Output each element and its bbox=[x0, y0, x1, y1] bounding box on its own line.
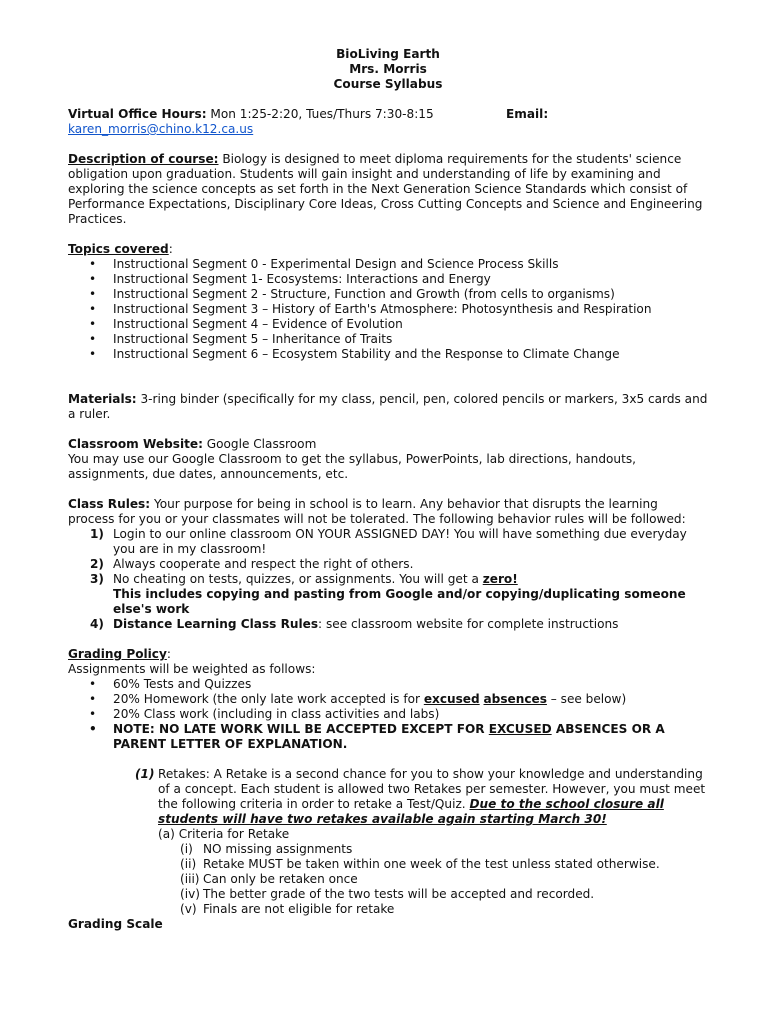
list-item: • Instructional Segment 4 – Evidence of Evolution bbox=[68, 317, 708, 332]
teacher-name: Mrs. Morris bbox=[349, 62, 427, 76]
list-item: • Instructional Segment 3 – History of Earth's Atmosphere: Photosynthesis and Respiration bbox=[68, 302, 708, 317]
list-item: • Instructional Segment 5 – Inheritance of Traits bbox=[68, 332, 708, 347]
course-title: BioLiving Earth bbox=[336, 47, 440, 61]
list-item: (iv) The better grade of the two tests will be accepted and recorded. bbox=[180, 887, 595, 901]
materials-text: 3-ring binder (specifically for my class, pencil, pen, colored pencils or markers, 3x5 cards and a ruler. bbox=[68, 392, 708, 421]
class-rules-intro: Class Rules: Your purpose for being in school is to learn. Any behavior that disrupts the learning process for you or your classmates will not be tolerated. The following behavior rules will be followed: bbox=[68, 497, 686, 526]
office-hours-label: Virtual Office Hours: bbox=[68, 107, 207, 121]
topics-heading: Topics covered: bbox=[68, 242, 173, 256]
list-item: • 20% Homework (the only late work accepted is for excused absences – see below) bbox=[68, 692, 708, 707]
website-description: You may use our Google Classroom to get the syllabus, PowerPoints, lab directions, handouts, assignments, due dates, announcements, etc. bbox=[68, 452, 636, 481]
classroom-website-line bbox=[68, 437, 708, 452]
list-item: 4) Distance Learning Class Rules: see classroom website for complete instructions bbox=[90, 617, 619, 631]
list-item: • Instructional Segment 0 - Experimental Design and Science Process Skills bbox=[68, 257, 708, 272]
materials-label: Materials: bbox=[68, 392, 137, 406]
syllabus-page bbox=[68, 47, 708, 932]
retake-emphasis: Due to the school closure all students will have two retakes available again starting March 30! bbox=[158, 797, 664, 826]
grading-scale-heading: Grading Scale bbox=[68, 917, 163, 931]
list-item: 2) Always cooperate and respect the right of others. bbox=[90, 557, 414, 571]
list-item: • NOTE: NO LATE WORK WILL BE ACCEPTED EXCEPT FOR EXCUSED ABSENCES OR A PARENT LETTER OF EXPLANATION. bbox=[68, 722, 708, 752]
list-item: • 60% Tests and Quizzes bbox=[68, 677, 708, 692]
grading-intro: Assignments will be weighted as follows: bbox=[68, 662, 316, 676]
topics-list bbox=[68, 257, 708, 362]
description-text: Biology is designed to meet diploma requirements for the students' science obligation upon graduation. Students will gain insight and understanding of life by examining and exploring the science concepts as set forth in the Next Generation Science Standards which consist of Performance Expectations, Disciplinary Core Ideas, Cross Cutting Concepts and Science and Engineering Practices. bbox=[68, 152, 703, 226]
email-label: Email: bbox=[506, 107, 549, 121]
list-item: 3) No cheating on tests, quizzes, or assignments. You will get a zero! This includes copying and pasting from Google and/or copying/duplicating someone else's work bbox=[90, 572, 686, 616]
document-type: Course Syllabus bbox=[333, 77, 443, 91]
criteria-label: (a) Criteria for Retake bbox=[158, 827, 290, 841]
list-item: (ii) Retake MUST be taken within one week of the test unless stated otherwise. bbox=[180, 857, 660, 871]
description-label: Description of course: bbox=[68, 152, 219, 166]
website-name: Google Classroom bbox=[202, 437, 317, 451]
list-item: • 20% Class work (including in class activities and labs) bbox=[68, 707, 708, 722]
list-item: • Instructional Segment 1- Ecosystems: Interactions and Energy bbox=[68, 272, 708, 287]
list-item: • Instructional Segment 6 – Ecosystem Stability and the Response to Climate Change bbox=[68, 347, 708, 362]
class-rules-list bbox=[68, 527, 708, 632]
grading-weights-list bbox=[68, 677, 708, 752]
list-item: • Instructional Segment 2 - Structure, Function and Growth (from cells to organisms) bbox=[68, 287, 708, 302]
materials-section bbox=[68, 392, 708, 422]
class-rules-label: Class Rules: bbox=[68, 497, 151, 511]
office-hours-line bbox=[68, 107, 708, 122]
website-label: Classroom Website: bbox=[68, 437, 203, 451]
course-description bbox=[68, 152, 708, 227]
office-hours-value: Mon 1:25-2:20, Tues/Thurs 7:30-8:15 bbox=[206, 107, 434, 121]
retakes-section: (1) Retakes: A Retake is a second chance for you to show your knowledge and understanding of a concept. Each student is allowed two Retakes per semester. However, you must meet the following criteria in order to retake a Test/Quiz. Due to the school closure all students will have two retakes available again starting March 30! bbox=[135, 767, 706, 826]
zero-warning: zero! bbox=[482, 572, 518, 586]
list-item: (v) Finals are not eligible for retake bbox=[180, 902, 395, 916]
list-item: (i) NO missing assignments bbox=[180, 842, 353, 856]
grading-policy-heading: Grading Policy: bbox=[68, 647, 171, 661]
list-item: 1) Login to our online classroom ON YOUR ASSIGNED DAY! You will have something due everyday you are in my classroom! bbox=[90, 527, 687, 556]
list-item: (iii) Can only be retaken once bbox=[180, 872, 358, 886]
email-link[interactable]: karen_morris@chino.k12.ca.us bbox=[68, 122, 254, 136]
